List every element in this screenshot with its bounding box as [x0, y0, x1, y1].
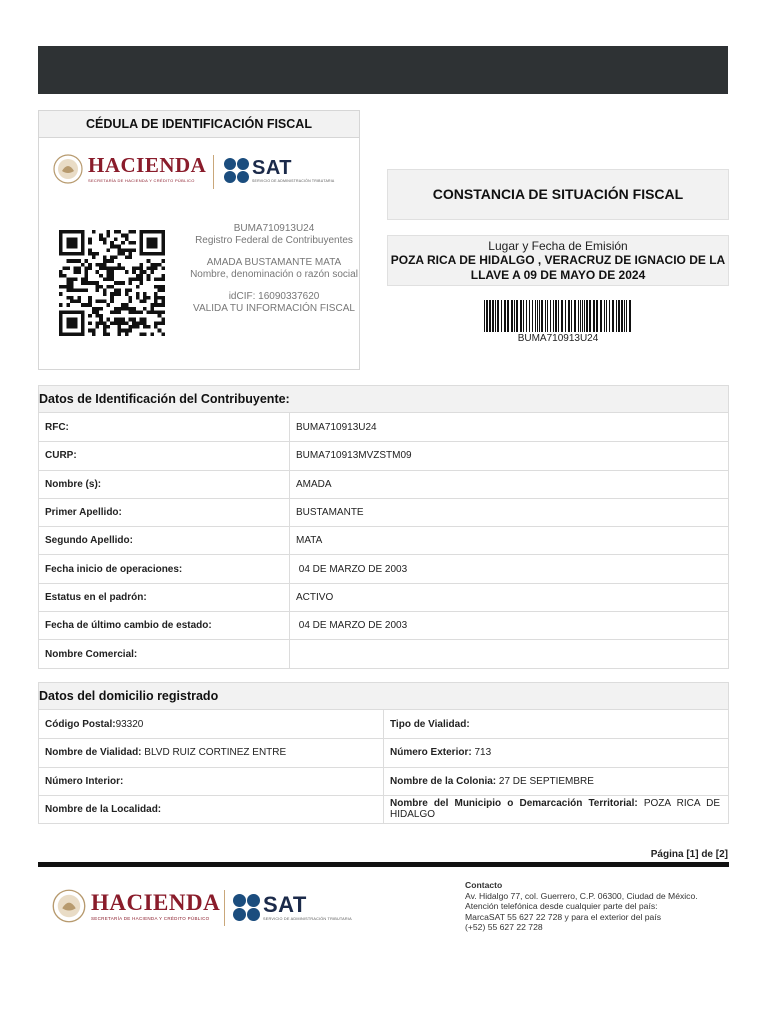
field-value: POZA RICA DE HIDALGO [390, 797, 723, 820]
table-row [39, 795, 728, 823]
field-label: Estatus en el padrón: [39, 584, 290, 611]
contact-line: (+52) 55 627 22 728 [465, 922, 543, 932]
field-value [290, 640, 728, 667]
footer-hacienda-wordmark: HACIENDA [91, 890, 221, 915]
field-label: RFC: [39, 413, 290, 441]
table-row [39, 611, 728, 639]
cedula-name-label: Nombre, denominación o razón social [190, 268, 358, 280]
logo-divider [213, 155, 214, 189]
header-logos [53, 153, 353, 193]
cedula-valida-link[interactable]: VALIDA TU INFORMACIÓN FISCAL [193, 302, 355, 314]
field-value: 93320 [115, 718, 144, 730]
field-label: Nombre de Vialidad: [45, 747, 142, 759]
table-row [39, 583, 728, 611]
address-field [39, 710, 384, 738]
top-banner [38, 46, 728, 94]
field-label: Número Exterior: [390, 747, 472, 759]
table-row [39, 767, 728, 795]
table-row [39, 554, 728, 582]
constancia-title: CONSTANCIA DE SITUACIÓN FISCAL [387, 169, 729, 220]
address-field [384, 710, 728, 738]
field-label: Nombre Comercial: [39, 640, 290, 667]
table-row [39, 413, 728, 441]
cedula-title: CÉDULA DE IDENTIFICACIÓN FISCAL [39, 111, 359, 138]
contact-title: Contacto [465, 880, 503, 890]
table-row [39, 470, 728, 498]
footer-hacienda-logo [52, 888, 220, 924]
field-value: 713 [471, 747, 492, 759]
field-value: BUMA710913MVZSTM09 [296, 450, 412, 462]
mexico-seal-icon [53, 153, 83, 185]
table-row [39, 639, 728, 667]
field-value: ACTIVO [296, 591, 334, 603]
table-row [39, 441, 728, 469]
barcode [484, 300, 632, 332]
footer-sat-subtitle: SERVICIO DE ADMINISTRACIÓN TRIBUTARIA [263, 917, 352, 921]
sat-logo [224, 158, 334, 183]
footer-mexico-seal-icon [52, 888, 86, 924]
field-label: CURP: [39, 442, 290, 469]
address-field [39, 796, 384, 823]
sat-subtitle: SERVICIO DE ADMINISTRACIÓN TRIBUTARIA [252, 179, 335, 183]
address-field [384, 768, 728, 795]
hacienda-wordmark: HACIENDA [88, 153, 207, 177]
field-value: BUMA710913U24 [296, 421, 377, 433]
field-label: Nombre (s): [39, 471, 290, 498]
footer-sat-logo [233, 894, 352, 921]
sat-dots-icon [224, 158, 249, 183]
sat-wordmark: SAT [252, 157, 293, 179]
field-label: Fecha de último cambio de estado: [39, 612, 290, 639]
field-label: Número Interior: [45, 775, 124, 787]
contact-line: MarcaSAT 55 627 22 728 y para el exterior del país [465, 911, 662, 922]
field-value: BUSTAMANTE [296, 507, 364, 519]
footer-logos [52, 888, 372, 928]
field-label: Nombre de la Colonia: [390, 775, 497, 787]
address-field [39, 739, 384, 766]
footer-hacienda-subtitle: SECRETARÍA DE HACIENDA Y CRÉDITO PÚBLICO [91, 916, 210, 921]
domicilio-title: Datos del domicilio registrado [39, 683, 728, 710]
field-value: AMADA [296, 478, 332, 490]
lugar-fecha-box [387, 235, 729, 286]
contact-line: Atención telefónica desde cualquier parte del país: [465, 901, 658, 911]
footer-sat-wordmark: SAT [263, 892, 307, 917]
field-value: MATA [296, 535, 323, 547]
footer-rule [38, 862, 729, 867]
footer-sat-dots-icon [233, 894, 260, 921]
contact-block [465, 880, 735, 933]
field-label: Tipo de Vialidad: [390, 718, 470, 730]
field-value: 04 DE MARZO DE 2003 [296, 620, 408, 632]
field-label: Primer Apellido: [39, 499, 290, 526]
cedula-info [189, 223, 359, 314]
identificacion-title: Datos de Identificación del Contribuyente: [39, 386, 728, 413]
address-field [384, 796, 728, 823]
cedula-idcif: idCIF: 16090337620 [228, 291, 320, 302]
cedula-name-value: AMADA BUSTAMANTE MATA [206, 257, 342, 268]
barcode-text: BUMA710913U24 [517, 333, 599, 344]
page-number: Página [1] de [2] [650, 849, 728, 860]
table-row [39, 498, 728, 526]
cedula-rfc-label: Registro Federal de Contribuyentes [195, 234, 353, 246]
lugar-fecha-label: Lugar y Fecha de Emisión [488, 239, 628, 253]
field-label: Nombre de la Localidad: [45, 804, 162, 816]
identificacion-section [38, 385, 729, 669]
field-label: Fecha inicio de operaciones: [39, 555, 290, 582]
field-value: 04 DE MARZO DE 2003 [296, 563, 408, 575]
hacienda-subtitle: SECRETARÍA DE HACIENDA Y CRÉDITO PÚBLICO [88, 178, 195, 183]
domicilio-section [38, 682, 729, 824]
field-label: Nombre del Municipio o Demarcación Territorial: [390, 797, 638, 809]
table-row [39, 738, 728, 766]
qr-code[interactable] [59, 228, 165, 338]
field-label: Código Postal: [45, 718, 116, 730]
cedula-card [38, 110, 360, 370]
hacienda-logo [53, 153, 206, 185]
address-field [39, 768, 384, 795]
field-value: 27 DE SEPTIEMBRE [496, 775, 594, 787]
cedula-rfc-value: BUMA710913U24 [233, 223, 315, 234]
address-field [384, 739, 728, 766]
table-row [39, 710, 728, 738]
field-value: BLVD RUIZ CORTINEZ ENTRE [141, 747, 287, 759]
field-label: Segundo Apellido: [39, 527, 290, 554]
contact-line: Av. Hidalgo 77, col. Guerrero, C.P. 06300, Ciudad de México. [465, 890, 698, 901]
lugar-fecha-value: POZA RICA DE HIDALGO , VERACRUZ DE IGNACIO DE LA LLAVE A 09 DE MAYO DE 2024 [390, 253, 726, 282]
table-row [39, 526, 728, 554]
footer-logo-divider [224, 890, 225, 926]
